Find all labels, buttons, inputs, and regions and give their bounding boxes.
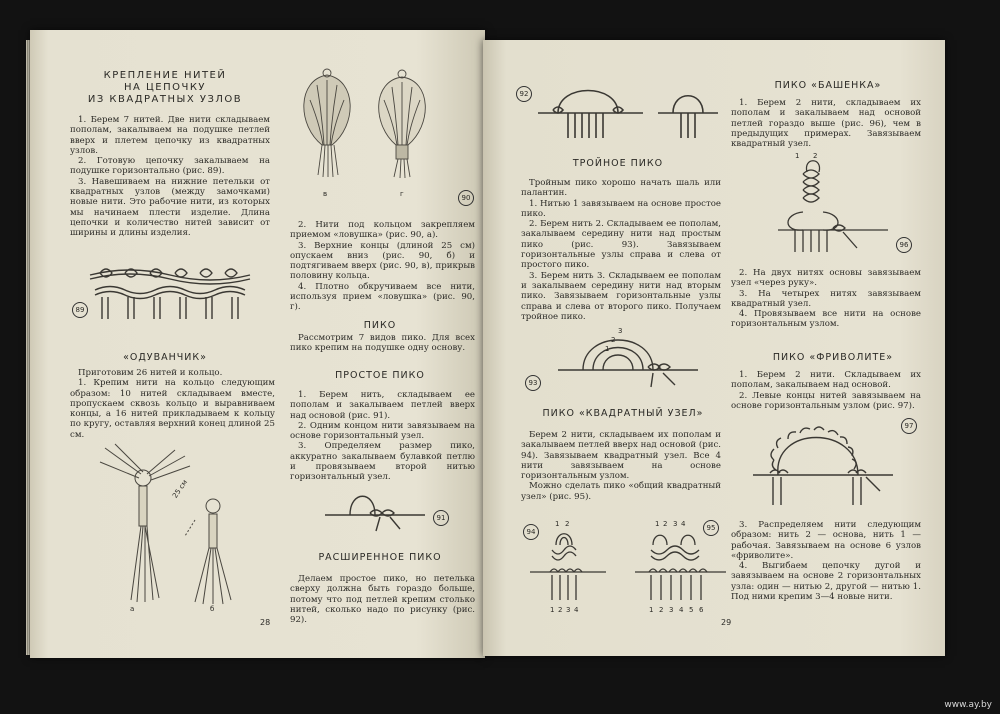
square-paragraph: Берем 2 нити, складываем их пополам и закалываем петлей вверх над основой (рис. 94). Завязываем квадратный узел. Все 4 нити завязываем на основе горизонтальным узлом. — [521, 430, 721, 482]
tower-paragraph: 2. На двух нитях основы завязываем узел «через руку». — [731, 268, 921, 289]
figure-95-bottom-5: 5 — [689, 606, 694, 614]
frivolite-paragraph: 1. Берем 2 нити. Складываем их пополам, закалываем над основой. — [731, 370, 921, 391]
figure-number-text: 94 — [526, 528, 536, 536]
figure-92-extended-piko — [533, 78, 723, 143]
tower-piko-text — [731, 98, 921, 149]
step-paragraph: 3. Верхние концы (длиной 25 см) опускаем вниз (рис. 90, б) и подтягиваем вверх (рис. 90, в), прикрыв половину кольца. — [290, 240, 475, 282]
figure-93-number — [525, 375, 541, 391]
figure-95-bottom-3: 3 — [669, 606, 674, 614]
figure-90-label-b: б — [210, 605, 215, 613]
figure-95-common-square-knot — [633, 530, 728, 605]
frivolite-piko-text — [731, 370, 921, 411]
triple-piko-text — [521, 178, 721, 322]
dandelion-paragraph: 1. Крепим нити на кольцо следующим образом: 10 нитей складываем вместе, пропускаем сквозь кольцо и выравниваем концы, а 16 нитей прикладываем к кольцу по кругу, оставляя верхний конец длиной 25 см. — [70, 378, 275, 440]
simple-piko-title: ПРОСТОЕ ПИКО — [335, 370, 425, 381]
piko-title: ПИКО — [363, 320, 397, 331]
figure-95-bottom-2: 2 — [659, 606, 664, 614]
tower-piko-title: ПИКО «БАШЕНКА» — [774, 80, 882, 91]
triple-paragraph: 1. Нитью 1 завязываем на основе простое пико. — [521, 198, 721, 219]
figure-number-text: 89 — [75, 306, 85, 314]
figure-96-label-1: 1 — [795, 152, 800, 160]
tower-piko-text-2 — [731, 268, 921, 330]
figure-90-label-v: в — [323, 190, 328, 198]
figure-number-text: 97 — [904, 422, 914, 430]
figure-number-text: 93 — [528, 379, 538, 387]
left-title — [80, 70, 250, 106]
figure-95-top-3: 3 — [673, 520, 678, 528]
figure-96-number — [896, 237, 912, 253]
left-page — [30, 30, 485, 658]
figure-90-label-g: г — [400, 190, 404, 198]
figure-number-text: 90 — [461, 194, 471, 202]
figure-95-top-4: 4 — [681, 520, 686, 528]
square-knot-piko-text — [521, 430, 721, 502]
figure-95-bottom-6: 6 — [699, 606, 704, 614]
title-line-2: НА ЦЕПОЧКУ — [123, 82, 207, 93]
tower-paragraph: 4. Провязываем все нити на основе горизонтальным узлом. — [731, 309, 921, 330]
tower-paragraph: 1. Берем 2 нити, складываем их пополам и закалываем над основой петлей гораздо выше (рис. 96), чем в предыдущих примерах. Завязываем квадратный узел. — [731, 98, 921, 150]
triple-paragraph: Тройным пико хорошо начать шаль или палантин. — [521, 178, 721, 199]
figure-94-bottom-1: 1 — [550, 606, 555, 614]
figure-94-bottom-4: 4 — [574, 606, 579, 614]
watermark: www.ay.by — [944, 700, 992, 710]
simple-piko-text — [290, 390, 475, 483]
figure-89-number — [72, 302, 88, 318]
triple-piko-title: ТРОЙНОЕ ПИКО — [572, 158, 664, 169]
figure-number-text: 95 — [706, 524, 716, 532]
figure-91-number — [433, 510, 449, 526]
figure-95-top-1: 1 — [655, 520, 660, 528]
tower-paragraph: 3. На четырех нитях завязываем квадратный узел. — [731, 288, 921, 309]
figure-97-number — [901, 418, 917, 434]
figure-90-number — [458, 190, 474, 206]
figure-90-label-a: а — [130, 605, 135, 613]
figure-93-label-2: 2 — [611, 336, 616, 344]
dandelion-text — [70, 368, 275, 440]
frivolite-piko-title: ПИКО «ФРИВОЛИТЕ» — [772, 352, 894, 363]
figure-93-triple-piko — [553, 325, 703, 390]
simple-paragraph: 1. Берем нить, складываем ее пополам и закалываем петлей вверх над основой (рис. 91). — [290, 390, 475, 421]
square-paragraph: Можно сделать пико «общий квадратный узел» (рис. 95). — [521, 481, 721, 502]
figure-90-ring-tassels — [85, 440, 260, 610]
extended-piko-title: РАСШИРЕННОЕ ПИКО — [318, 552, 442, 563]
intro-paragraph: 3. Навешиваем на нижние петельки от квадратных узлов (между замочками) новые нити. Это рабочие нити, из которых мы начинаем плести изделие. Длина цепочки и количество нитей зависит от ширины и длины изделия. — [70, 176, 270, 239]
right-page — [483, 40, 945, 656]
figure-number-text: 91 — [436, 514, 446, 522]
dandelion-title: «ОДУВАНЧИК» — [123, 352, 207, 363]
figure-number-text: 96 — [899, 241, 909, 249]
figure-95-bottom-1: 1 — [649, 606, 654, 614]
steps-2-4-text — [290, 220, 475, 313]
simple-paragraph: 2. Одним концом нити завязываем на основе горизонтальный узел. — [290, 420, 475, 442]
figure-95-top-2: 2 — [663, 520, 668, 528]
figure-92-number — [516, 86, 532, 102]
figure-95-bottom-4: 4 — [679, 606, 684, 614]
extended-piko-text — [290, 574, 475, 625]
intro-paragraph: 2. Готовую цепочку закалываем на подушке горизонтально (рис. 89). — [70, 156, 270, 177]
step-paragraph: 4. Плотно обкручиваем все нити, используя прием «ловушка» (рис. 90, г). — [290, 281, 475, 313]
figure-97-frivolite-piko — [748, 415, 898, 510]
piko-text — [290, 333, 475, 354]
figure-94-top-1: 1 — [555, 520, 560, 528]
title-line-3: ИЗ КВАДРАТНЫХ УЗЛОВ — [87, 94, 243, 105]
right-page-number: 29 — [721, 618, 732, 627]
figure-89-knot-chain — [70, 255, 270, 325]
left-page-number: 28 — [260, 618, 271, 627]
intro-paragraph: 1. Берем 7 нитей. Две нити складываем пополам, закалываем на подушке петлей вверх и плетем цепочку из квадратных узлов. — [70, 115, 270, 156]
figure-90-dandelion-heads — [292, 65, 442, 185]
step-paragraph: 2. Нити под кольцом закрепляем приемом «ловушка» (рис. 90, а). — [290, 220, 475, 241]
figure-90-dim-label: 25 см — [171, 478, 190, 500]
square-knot-piko-title: ПИКО «КВАДРАТНЫЙ УЗЕЛ» — [542, 408, 704, 419]
figure-94-top-2: 2 — [565, 520, 570, 528]
figure-94-bottom-3: 3 — [566, 606, 571, 614]
figure-96-label-2: 2 — [813, 152, 818, 160]
dandelion-paragraph: Приготовим 26 нитей и кольцо. — [78, 368, 223, 378]
extended-paragraph: Делаем простое пико, но петелька сверху должна быть гораздо больше, потому что под петлей крепим столько нитей, сколько надо по рисунку (рис. 92). — [290, 574, 475, 626]
frivolite-paragraph: 3. Распределяем нити следующим образом: нить 2 — основа, нить 1 — рабочая. Завязываем на основе 6 узлов «фриволите». — [731, 520, 921, 561]
title-line-1: КРЕПЛЕНИЕ НИТЕЙ — [103, 70, 227, 81]
figure-94-bottom-2: 2 — [558, 606, 563, 614]
figure-93-label-1: 1 — [605, 345, 610, 353]
simple-paragraph: 3. Определяем размер пико, аккуратно закалываем булавкой петлю и провязываем второй нитью горизонтальный узел. — [290, 441, 475, 483]
figure-number-text: 92 — [519, 90, 529, 98]
figure-94-square-knot — [528, 530, 608, 605]
triple-paragraph: 3. Берем нить 3. Складываем ее пополам и закалываем середину нити над вторым пико. Завязываем горизонтальные узлы справа и слева от второго пико. Получаем тройное пико. — [521, 270, 721, 322]
left-intro-text — [70, 115, 270, 239]
frivolite-piko-text-2 — [731, 520, 921, 602]
frivolite-paragraph: 2. Левые концы нитей завязываем на основе горизонтальным узлом (рис. 97). — [731, 390, 921, 411]
triple-paragraph: 2. Берем нить 2. Складываем ее пополам, закалываем середину нити над простым пико (рис. 93). Завязываем горизонтальные узлы справа и слева от простого пико. — [521, 219, 721, 271]
frivolite-paragraph: 4. Выгибаем цепочку дугой и завязываем на основе 2 горизонтальных узла: один — нитью 2, другой — нитью 1. Под ними крепим 3—4 новые нити. — [731, 561, 921, 603]
piko-paragraph: Рассмотрим 7 видов пико. Для всех пико крепим на подушке одну основу. — [290, 333, 475, 354]
figure-91-simple-piko — [320, 485, 430, 535]
figure-96-tower-piko — [773, 152, 893, 257]
figure-93-label-3: 3 — [618, 327, 623, 335]
